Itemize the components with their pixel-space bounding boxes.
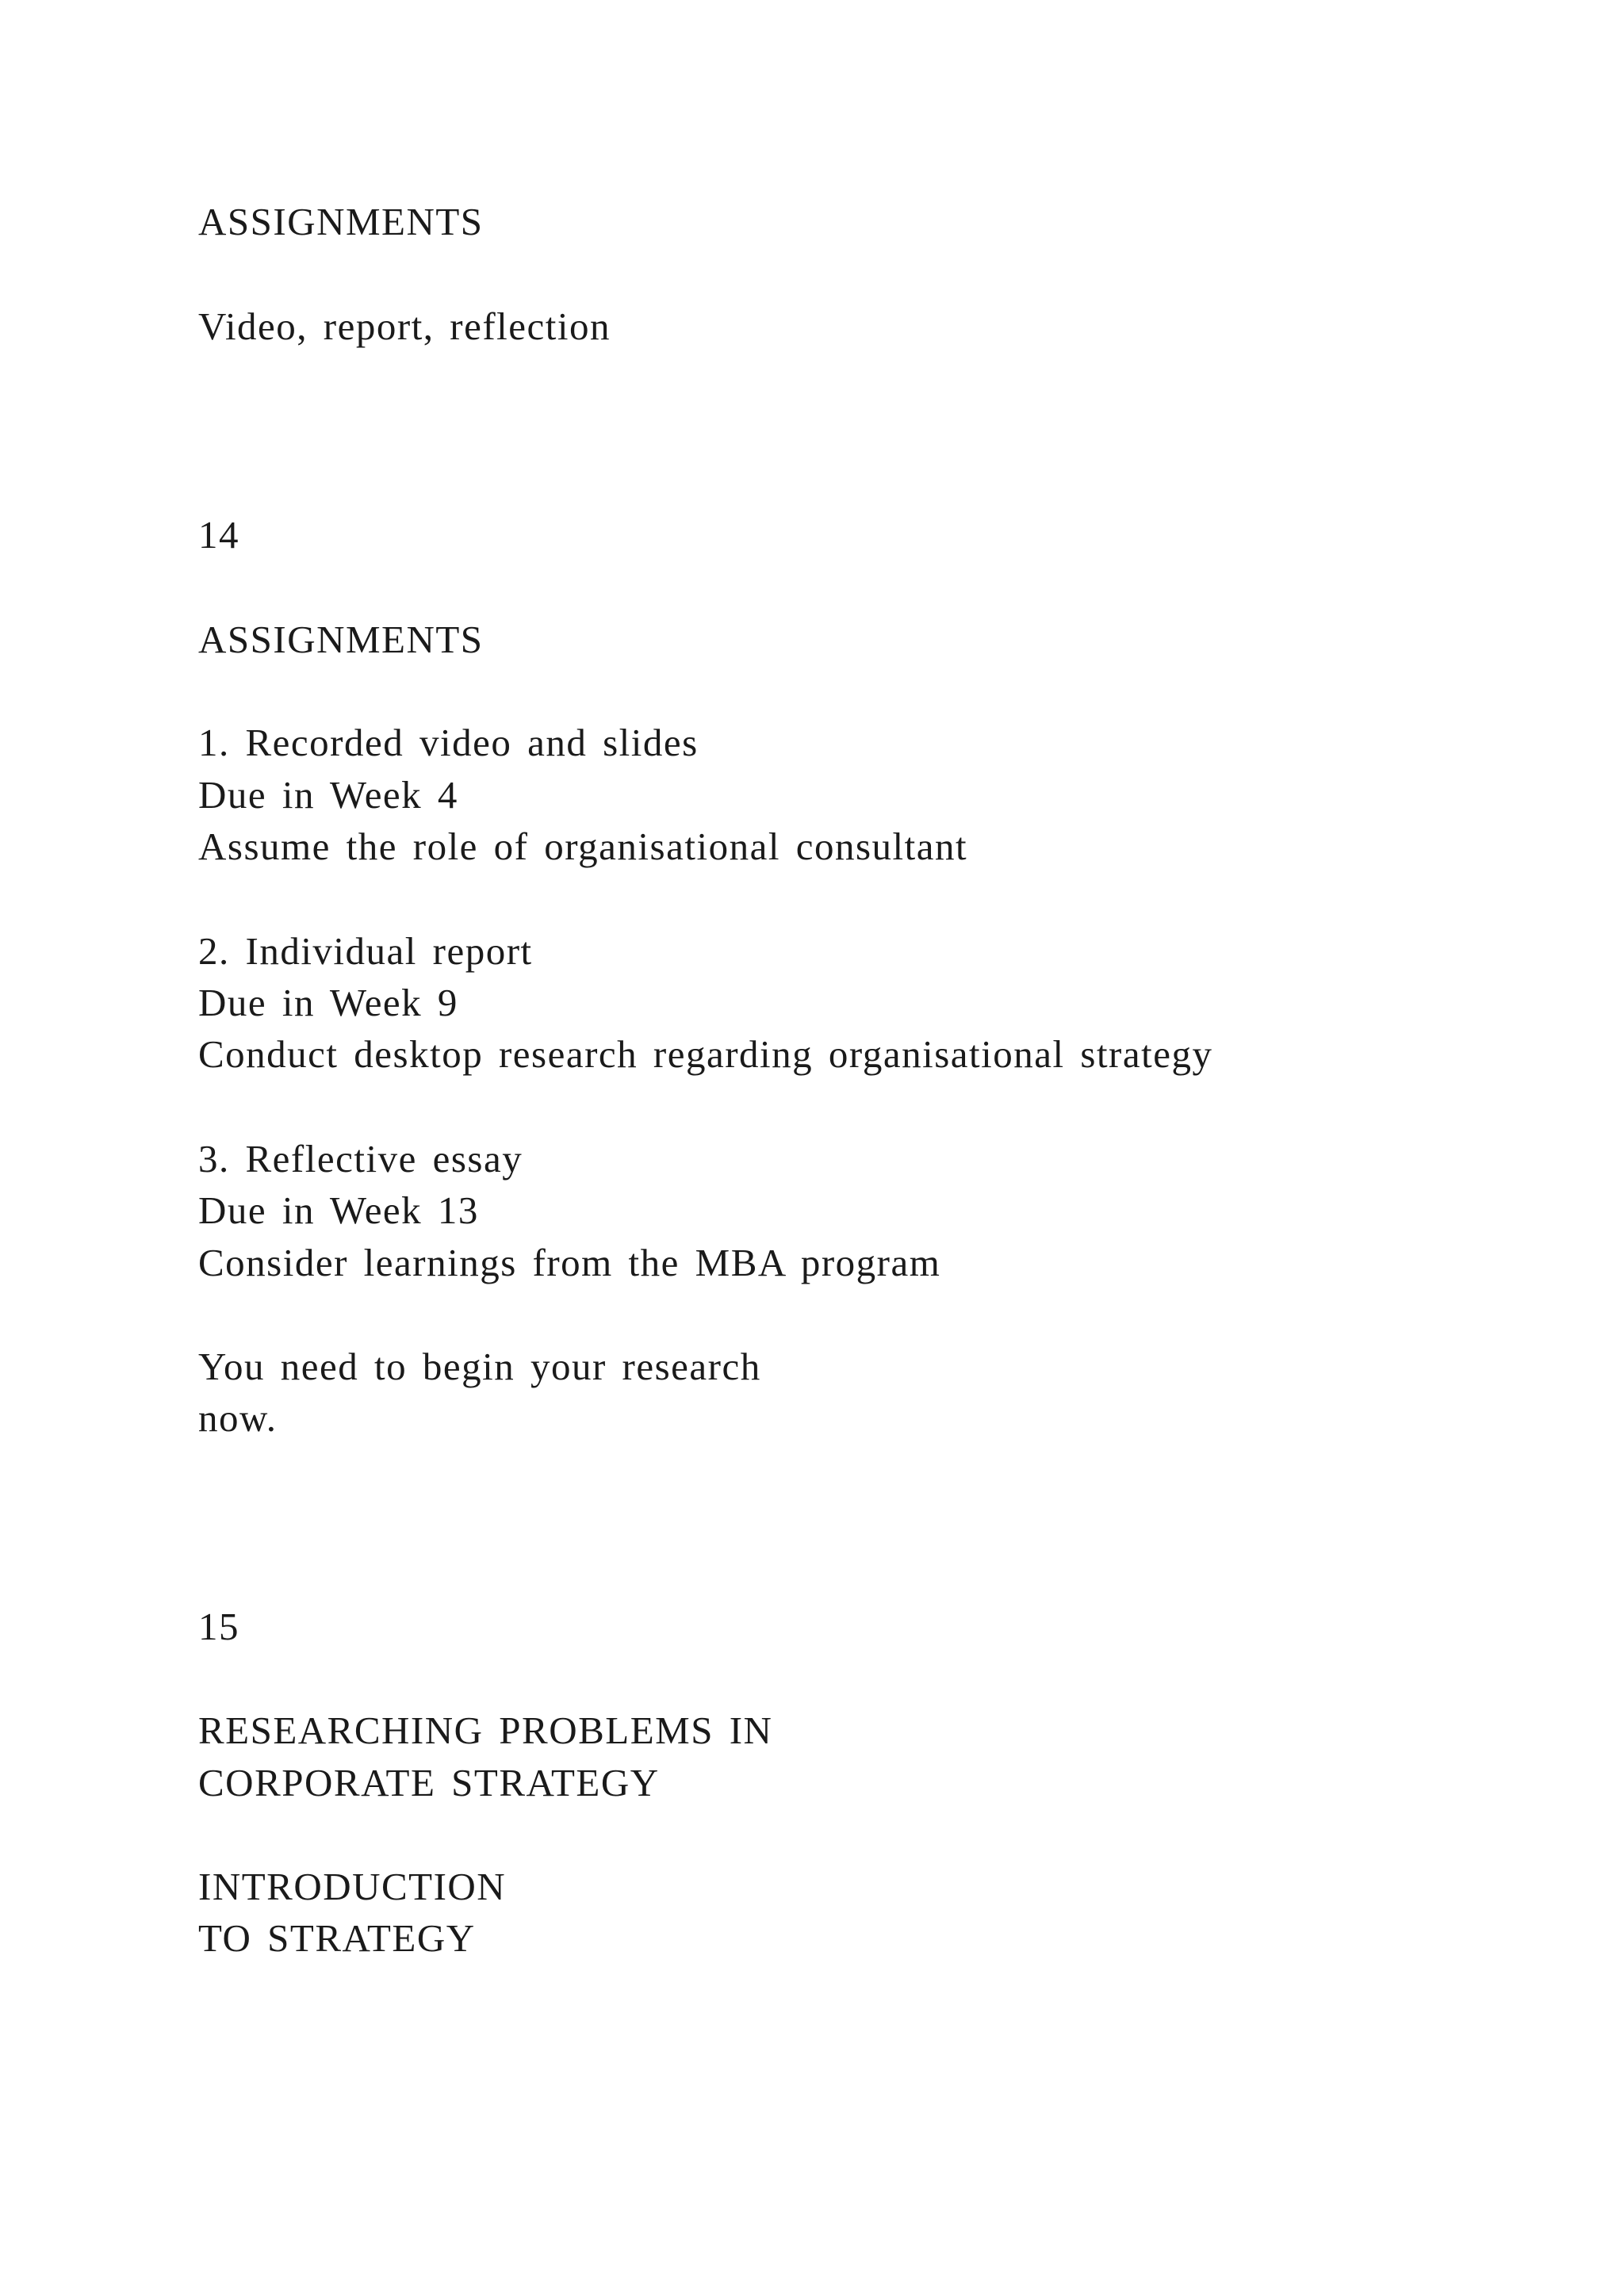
assignment-title: 1. Recorded video and slides — [198, 721, 699, 764]
section-subtitle: TO STRATEGY — [198, 1916, 476, 1960]
assignment-due: Due in Week 4 — [198, 773, 458, 817]
section-heading: ASSIGNMENTS — [198, 200, 484, 243]
section-subtitle: Video, report, reflection — [198, 304, 611, 348]
section-title: RESEARCHING PROBLEMS IN — [198, 1709, 773, 1752]
section-subtitle: INTRODUCTION — [198, 1865, 507, 1908]
research-note: You need to begin your research — [198, 1345, 761, 1388]
research-note: now. — [198, 1396, 278, 1440]
assignment-due: Due in Week 9 — [198, 981, 458, 1024]
assignment-due: Due in Week 13 — [198, 1188, 479, 1232]
assignment-description: Conduct desktop research regarding organisational strategy — [198, 1032, 1213, 1076]
section-title: CORPORATE STRATEGY — [198, 1761, 660, 1804]
page-number: 15 — [198, 1605, 239, 1648]
page-number: 14 — [198, 513, 239, 557]
assignment-description: Assume the role of organisational consultant — [198, 825, 968, 868]
assignment-description: Consider learnings from the MBA program — [198, 1241, 941, 1284]
assignment-title: 3. Reflective essay — [198, 1137, 523, 1181]
section-heading: ASSIGNMENTS — [198, 618, 484, 661]
assignment-title: 2. Individual report — [198, 929, 533, 973]
